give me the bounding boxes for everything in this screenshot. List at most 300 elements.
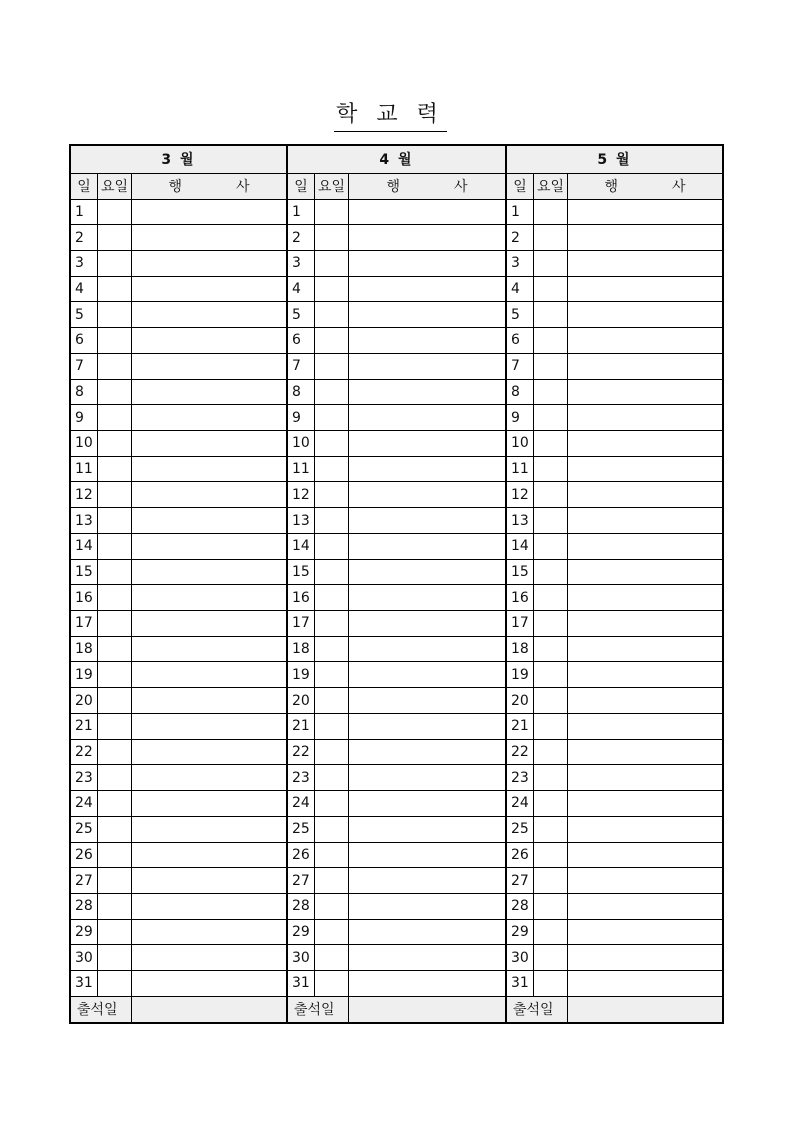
event-cell[interactable] bbox=[132, 611, 286, 636]
event-cell[interactable] bbox=[568, 740, 722, 765]
weekday-cell[interactable] bbox=[534, 945, 568, 970]
event-cell[interactable] bbox=[568, 405, 722, 430]
event-cell[interactable] bbox=[568, 920, 722, 945]
event-cell[interactable] bbox=[349, 662, 505, 687]
event-cell[interactable] bbox=[349, 688, 505, 713]
event-cell[interactable] bbox=[132, 277, 286, 302]
event-cell[interactable] bbox=[349, 868, 505, 893]
event-cell[interactable] bbox=[132, 920, 286, 945]
day-number: 9 bbox=[71, 405, 98, 430]
day-number: 1 bbox=[71, 200, 98, 225]
day-row bbox=[288, 302, 505, 328]
event-cell[interactable] bbox=[349, 405, 505, 430]
weekday-cell[interactable] bbox=[98, 791, 132, 816]
event-cell[interactable] bbox=[349, 637, 505, 662]
day-number: 12 bbox=[507, 482, 534, 507]
event-cell[interactable] bbox=[568, 534, 722, 559]
weekday-cell[interactable] bbox=[315, 765, 349, 790]
day-number: 26 bbox=[71, 843, 98, 868]
weekday-cell[interactable] bbox=[315, 611, 349, 636]
event-cell[interactable] bbox=[349, 225, 505, 250]
event-cell[interactable] bbox=[349, 251, 505, 276]
weekday-cell[interactable] bbox=[98, 765, 132, 790]
event-cell[interactable] bbox=[132, 354, 286, 379]
event-cell[interactable] bbox=[568, 560, 722, 585]
event-cell[interactable] bbox=[132, 688, 286, 713]
event-header-right: 사 bbox=[236, 179, 250, 196]
event-cell[interactable] bbox=[132, 662, 286, 687]
weekday-cell[interactable] bbox=[98, 945, 132, 970]
weekday-cell[interactable] bbox=[315, 585, 349, 610]
event-cell[interactable] bbox=[568, 585, 722, 610]
day-number: 23 bbox=[507, 765, 534, 790]
weekday-cell[interactable] bbox=[315, 791, 349, 816]
day-number: 24 bbox=[507, 791, 534, 816]
day-row bbox=[71, 354, 286, 380]
day-column-header: 일 bbox=[71, 174, 98, 199]
weekday-cell[interactable] bbox=[315, 894, 349, 919]
weekday-cell[interactable] bbox=[534, 791, 568, 816]
day-number: 2 bbox=[71, 225, 98, 250]
event-cell[interactable] bbox=[568, 945, 722, 970]
column-header-row bbox=[71, 174, 286, 200]
weekday-cell[interactable] bbox=[98, 971, 132, 996]
day-number: 16 bbox=[71, 585, 98, 610]
weekday-cell[interactable] bbox=[315, 945, 349, 970]
day-row bbox=[288, 251, 505, 277]
day-row bbox=[71, 740, 286, 766]
attendance-row bbox=[71, 997, 286, 1022]
event-cell[interactable] bbox=[568, 637, 722, 662]
weekday-cell[interactable] bbox=[98, 611, 132, 636]
event-cell[interactable] bbox=[349, 714, 505, 739]
month-header: 3 월 bbox=[71, 146, 286, 174]
day-row bbox=[288, 482, 505, 508]
day-number: 31 bbox=[507, 971, 534, 996]
weekday-cell[interactable] bbox=[98, 868, 132, 893]
weekday-cell[interactable] bbox=[98, 920, 132, 945]
event-cell[interactable] bbox=[349, 585, 505, 610]
day-row bbox=[507, 817, 722, 843]
day-row bbox=[288, 920, 505, 946]
weekday-cell[interactable] bbox=[315, 431, 349, 456]
event-column-header bbox=[568, 174, 722, 199]
event-cell[interactable] bbox=[349, 894, 505, 919]
weekday-cell[interactable] bbox=[98, 534, 132, 559]
day-row bbox=[71, 585, 286, 611]
event-cell[interactable] bbox=[568, 277, 722, 302]
weekday-cell[interactable] bbox=[98, 302, 132, 327]
day-number: 10 bbox=[288, 431, 315, 456]
day-row bbox=[507, 457, 722, 483]
weekday-cell[interactable] bbox=[534, 431, 568, 456]
weekday-cell[interactable] bbox=[534, 637, 568, 662]
event-cell[interactable] bbox=[568, 508, 722, 533]
event-cell[interactable] bbox=[132, 894, 286, 919]
weekday-cell[interactable] bbox=[534, 380, 568, 405]
day-row bbox=[288, 662, 505, 688]
weekday-column-header: 요일 bbox=[98, 174, 132, 199]
day-number: 11 bbox=[288, 457, 315, 482]
day-number: 14 bbox=[71, 534, 98, 559]
weekday-cell[interactable] bbox=[534, 817, 568, 842]
weekday-cell[interactable] bbox=[315, 868, 349, 893]
event-header-left: 행 bbox=[386, 179, 400, 196]
day-row bbox=[288, 508, 505, 534]
day-row bbox=[507, 611, 722, 637]
weekday-cell[interactable] bbox=[534, 688, 568, 713]
event-cell[interactable] bbox=[349, 380, 505, 405]
day-number: 29 bbox=[288, 920, 315, 945]
weekday-cell[interactable] bbox=[534, 457, 568, 482]
day-row bbox=[288, 200, 505, 226]
weekday-cell[interactable] bbox=[315, 354, 349, 379]
day-number: 16 bbox=[288, 585, 315, 610]
event-cell[interactable] bbox=[568, 688, 722, 713]
day-row bbox=[507, 354, 722, 380]
day-number: 3 bbox=[71, 251, 98, 276]
weekday-cell[interactable] bbox=[98, 328, 132, 353]
weekday-cell[interactable] bbox=[98, 714, 132, 739]
weekday-cell[interactable] bbox=[98, 405, 132, 430]
day-row bbox=[288, 431, 505, 457]
event-cell[interactable] bbox=[568, 328, 722, 353]
event-cell[interactable] bbox=[568, 714, 722, 739]
event-cell[interactable] bbox=[568, 457, 722, 482]
weekday-cell[interactable] bbox=[534, 225, 568, 250]
weekday-cell[interactable] bbox=[98, 662, 132, 687]
event-cell[interactable] bbox=[568, 354, 722, 379]
weekday-cell[interactable] bbox=[534, 328, 568, 353]
weekday-cell[interactable] bbox=[315, 662, 349, 687]
day-row bbox=[71, 637, 286, 663]
weekday-cell[interactable] bbox=[315, 328, 349, 353]
weekday-cell[interactable] bbox=[534, 920, 568, 945]
weekday-cell[interactable] bbox=[98, 894, 132, 919]
event-cell[interactable] bbox=[132, 868, 286, 893]
day-number: 2 bbox=[507, 225, 534, 250]
day-row bbox=[288, 843, 505, 869]
event-cell[interactable] bbox=[132, 560, 286, 585]
event-cell[interactable] bbox=[132, 431, 286, 456]
day-number: 22 bbox=[507, 740, 534, 765]
day-row bbox=[288, 534, 505, 560]
day-row bbox=[71, 971, 286, 997]
weekday-cell[interactable] bbox=[315, 200, 349, 225]
weekday-cell[interactable] bbox=[534, 508, 568, 533]
event-cell[interactable] bbox=[568, 482, 722, 507]
event-cell[interactable] bbox=[349, 431, 505, 456]
day-number: 6 bbox=[288, 328, 315, 353]
event-cell[interactable] bbox=[349, 920, 505, 945]
day-row bbox=[288, 585, 505, 611]
weekday-cell[interactable] bbox=[534, 534, 568, 559]
event-cell[interactable] bbox=[132, 791, 286, 816]
day-row bbox=[507, 714, 722, 740]
day-row bbox=[288, 277, 505, 303]
day-row bbox=[71, 251, 286, 277]
event-cell[interactable] bbox=[132, 302, 286, 327]
weekday-cell[interactable] bbox=[98, 354, 132, 379]
weekday-cell[interactable] bbox=[315, 637, 349, 662]
weekday-column-header: 요일 bbox=[534, 174, 568, 199]
weekday-cell[interactable] bbox=[98, 431, 132, 456]
event-cell[interactable] bbox=[132, 714, 286, 739]
weekday-cell[interactable] bbox=[98, 457, 132, 482]
day-number: 8 bbox=[288, 380, 315, 405]
event-cell[interactable] bbox=[568, 894, 722, 919]
event-cell[interactable] bbox=[349, 277, 505, 302]
weekday-cell[interactable] bbox=[315, 482, 349, 507]
day-row bbox=[71, 920, 286, 946]
event-cell[interactable] bbox=[132, 380, 286, 405]
event-cell[interactable] bbox=[349, 508, 505, 533]
weekday-cell[interactable] bbox=[315, 843, 349, 868]
weekday-cell[interactable] bbox=[315, 457, 349, 482]
day-row bbox=[71, 688, 286, 714]
event-cell[interactable] bbox=[132, 225, 286, 250]
attendance-label: 출석일 bbox=[71, 997, 132, 1022]
event-cell[interactable] bbox=[568, 200, 722, 225]
day-row bbox=[288, 560, 505, 586]
day-number: 23 bbox=[288, 765, 315, 790]
weekday-cell[interactable] bbox=[534, 200, 568, 225]
event-cell[interactable] bbox=[568, 302, 722, 327]
day-row bbox=[507, 328, 722, 354]
weekday-cell[interactable] bbox=[98, 225, 132, 250]
weekday-cell[interactable] bbox=[98, 740, 132, 765]
weekday-cell[interactable] bbox=[98, 277, 132, 302]
weekday-cell[interactable] bbox=[315, 534, 349, 559]
weekday-cell[interactable] bbox=[534, 714, 568, 739]
day-row bbox=[71, 277, 286, 303]
day-column-header: 일 bbox=[288, 174, 315, 199]
day-number: 11 bbox=[71, 457, 98, 482]
day-row bbox=[71, 405, 286, 431]
event-cell[interactable] bbox=[349, 611, 505, 636]
month-header: 5 월 bbox=[507, 146, 722, 174]
day-number: 15 bbox=[288, 560, 315, 585]
weekday-cell[interactable] bbox=[98, 688, 132, 713]
day-row bbox=[71, 225, 286, 251]
event-cell[interactable] bbox=[568, 662, 722, 687]
weekday-cell[interactable] bbox=[534, 662, 568, 687]
day-row bbox=[507, 843, 722, 869]
event-cell[interactable] bbox=[132, 765, 286, 790]
day-row bbox=[288, 380, 505, 406]
weekday-cell[interactable] bbox=[315, 688, 349, 713]
day-number: 14 bbox=[288, 534, 315, 559]
event-cell[interactable] bbox=[349, 765, 505, 790]
event-cell[interactable] bbox=[568, 611, 722, 636]
event-cell[interactable] bbox=[349, 740, 505, 765]
day-number: 12 bbox=[288, 482, 315, 507]
weekday-cell[interactable] bbox=[534, 894, 568, 919]
day-number: 19 bbox=[507, 662, 534, 687]
weekday-cell[interactable] bbox=[315, 302, 349, 327]
weekday-cell[interactable] bbox=[315, 740, 349, 765]
weekday-cell[interactable] bbox=[315, 560, 349, 585]
day-row bbox=[71, 380, 286, 406]
weekday-cell[interactable] bbox=[98, 482, 132, 507]
weekday-cell[interactable] bbox=[315, 920, 349, 945]
event-cell[interactable] bbox=[349, 971, 505, 996]
weekday-cell[interactable] bbox=[534, 405, 568, 430]
weekday-column-header: 요일 bbox=[315, 174, 349, 199]
event-cell[interactable] bbox=[349, 534, 505, 559]
day-number: 29 bbox=[507, 920, 534, 945]
event-cell[interactable] bbox=[568, 380, 722, 405]
weekday-cell[interactable] bbox=[315, 251, 349, 276]
day-number: 15 bbox=[507, 560, 534, 585]
weekday-cell[interactable] bbox=[98, 380, 132, 405]
day-column-header: 일 bbox=[507, 174, 534, 199]
weekday-cell[interactable] bbox=[98, 251, 132, 276]
event-cell[interactable] bbox=[349, 328, 505, 353]
weekday-cell[interactable] bbox=[534, 611, 568, 636]
weekday-cell[interactable] bbox=[315, 225, 349, 250]
event-cell[interactable] bbox=[349, 200, 505, 225]
day-row bbox=[71, 765, 286, 791]
day-row bbox=[507, 894, 722, 920]
day-number: 25 bbox=[288, 817, 315, 842]
day-number: 4 bbox=[71, 277, 98, 302]
weekday-cell[interactable] bbox=[534, 354, 568, 379]
weekday-cell[interactable] bbox=[534, 251, 568, 276]
weekday-cell[interactable] bbox=[315, 277, 349, 302]
attendance-value-cell[interactable] bbox=[568, 997, 722, 1022]
month-column bbox=[505, 146, 722, 1022]
weekday-cell[interactable] bbox=[98, 508, 132, 533]
weekday-cell[interactable] bbox=[534, 843, 568, 868]
event-cell[interactable] bbox=[349, 945, 505, 970]
day-row bbox=[288, 405, 505, 431]
weekday-cell[interactable] bbox=[534, 277, 568, 302]
weekday-cell[interactable] bbox=[534, 560, 568, 585]
weekday-cell[interactable] bbox=[98, 200, 132, 225]
day-row bbox=[71, 560, 286, 586]
day-number: 4 bbox=[507, 277, 534, 302]
day-row bbox=[288, 945, 505, 971]
event-cell[interactable] bbox=[349, 354, 505, 379]
day-number: 9 bbox=[288, 405, 315, 430]
event-cell[interactable] bbox=[132, 508, 286, 533]
day-row bbox=[71, 431, 286, 457]
event-cell[interactable] bbox=[132, 945, 286, 970]
event-cell[interactable] bbox=[132, 817, 286, 842]
event-cell[interactable] bbox=[568, 791, 722, 816]
event-cell[interactable] bbox=[132, 585, 286, 610]
event-cell[interactable] bbox=[132, 637, 286, 662]
event-cell[interactable] bbox=[349, 791, 505, 816]
day-number: 1 bbox=[288, 200, 315, 225]
attendance-value-cell[interactable] bbox=[132, 997, 286, 1022]
weekday-cell[interactable] bbox=[315, 508, 349, 533]
weekday-cell[interactable] bbox=[315, 971, 349, 996]
weekday-cell[interactable] bbox=[534, 740, 568, 765]
day-row bbox=[507, 482, 722, 508]
day-row bbox=[288, 354, 505, 380]
day-number: 13 bbox=[507, 508, 534, 533]
weekday-cell[interactable] bbox=[98, 637, 132, 662]
weekday-cell[interactable] bbox=[98, 843, 132, 868]
event-cell[interactable] bbox=[568, 868, 722, 893]
day-row bbox=[507, 380, 722, 406]
day-number: 15 bbox=[71, 560, 98, 585]
event-cell[interactable] bbox=[349, 843, 505, 868]
weekday-cell[interactable] bbox=[315, 714, 349, 739]
day-row bbox=[71, 200, 286, 226]
weekday-cell[interactable] bbox=[534, 482, 568, 507]
attendance-value-cell[interactable] bbox=[349, 997, 505, 1022]
day-number: 28 bbox=[507, 894, 534, 919]
day-row bbox=[288, 971, 505, 997]
event-cell[interactable] bbox=[349, 302, 505, 327]
event-cell[interactable] bbox=[132, 200, 286, 225]
day-row bbox=[71, 945, 286, 971]
day-row bbox=[507, 405, 722, 431]
event-cell[interactable] bbox=[132, 251, 286, 276]
day-number: 29 bbox=[71, 920, 98, 945]
weekday-cell[interactable] bbox=[315, 380, 349, 405]
event-cell[interactable] bbox=[132, 405, 286, 430]
day-number: 10 bbox=[507, 431, 534, 456]
event-cell[interactable] bbox=[132, 971, 286, 996]
event-cell[interactable] bbox=[349, 560, 505, 585]
event-cell[interactable] bbox=[568, 817, 722, 842]
weekday-cell[interactable] bbox=[534, 302, 568, 327]
weekday-cell[interactable] bbox=[534, 868, 568, 893]
weekday-cell[interactable] bbox=[315, 405, 349, 430]
event-cell[interactable] bbox=[132, 534, 286, 559]
weekday-cell[interactable] bbox=[98, 817, 132, 842]
day-row bbox=[71, 457, 286, 483]
event-cell[interactable] bbox=[568, 765, 722, 790]
event-cell[interactable] bbox=[132, 482, 286, 507]
event-cell[interactable] bbox=[132, 328, 286, 353]
event-cell[interactable] bbox=[568, 971, 722, 996]
day-row bbox=[288, 328, 505, 354]
weekday-cell[interactable] bbox=[534, 971, 568, 996]
day-number: 27 bbox=[71, 868, 98, 893]
day-number: 20 bbox=[71, 688, 98, 713]
event-cell[interactable] bbox=[568, 431, 722, 456]
weekday-cell[interactable] bbox=[534, 765, 568, 790]
event-column-header bbox=[132, 174, 286, 199]
event-cell[interactable] bbox=[132, 457, 286, 482]
day-row bbox=[507, 585, 722, 611]
event-cell[interactable] bbox=[568, 251, 722, 276]
weekday-cell[interactable] bbox=[315, 817, 349, 842]
event-cell[interactable] bbox=[349, 482, 505, 507]
day-row bbox=[507, 508, 722, 534]
day-number: 22 bbox=[71, 740, 98, 765]
day-row bbox=[288, 225, 505, 251]
event-cell[interactable] bbox=[349, 817, 505, 842]
weekday-cell[interactable] bbox=[534, 585, 568, 610]
event-cell[interactable] bbox=[568, 225, 722, 250]
day-number: 19 bbox=[288, 662, 315, 687]
event-cell[interactable] bbox=[568, 843, 722, 868]
weekday-cell[interactable] bbox=[98, 585, 132, 610]
event-cell[interactable] bbox=[132, 843, 286, 868]
day-row bbox=[507, 251, 722, 277]
event-cell[interactable] bbox=[132, 740, 286, 765]
column-header-row bbox=[288, 174, 505, 200]
event-cell[interactable] bbox=[349, 457, 505, 482]
weekday-cell[interactable] bbox=[98, 560, 132, 585]
day-number: 13 bbox=[288, 508, 315, 533]
